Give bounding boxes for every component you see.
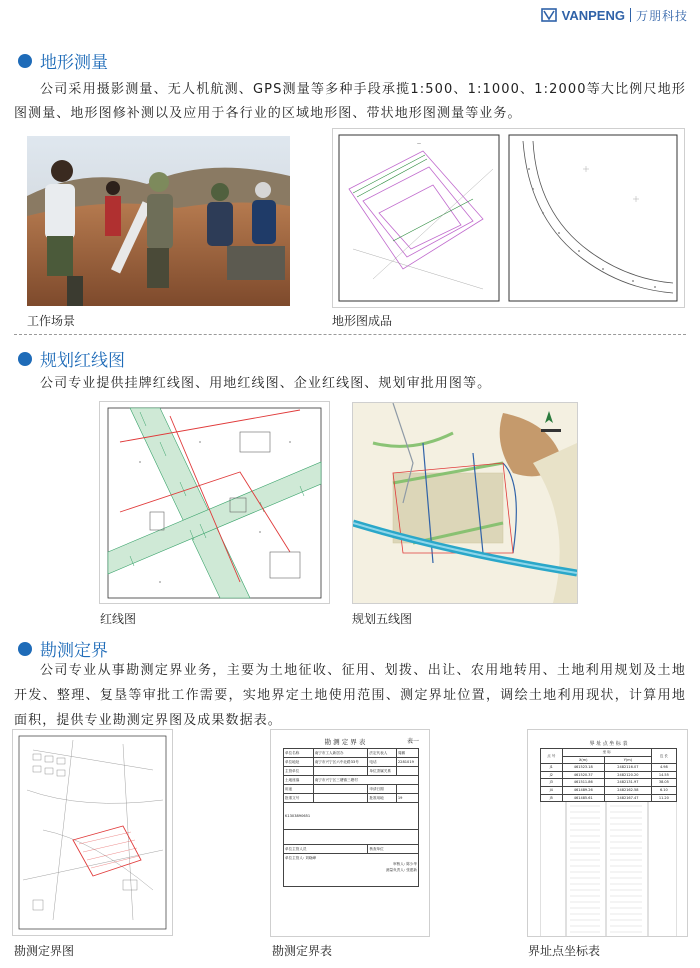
- work-scene-photo: [27, 136, 290, 306]
- caption-coordinate-table: 界址点坐标表: [528, 944, 601, 958]
- section-text-survey: 公司专业从事勘测定界业务，主要为土地征收、征用、划拨、出让、农用地转用、土地利用规划及土地开发、整理、复垦等审批工作需要，实地界定土地使用范围、测定界址位置，调绘土地利用现状，计算用地面积，提供专业勘测定界图及成果数据表。: [14, 663, 686, 728]
- bullet-dot-icon: [18, 352, 32, 366]
- section-text-topo: 公司采用摄影测量、无人机航测、GPS测量等多种手段承揽1:500、1:1000、1:2000等大比例尺地形图测量、地形图修补测以及应用于各行业的区域地形图、带状地形图测量等业务。: [14, 82, 686, 121]
- bullet-dot-icon: [18, 642, 32, 656]
- section-title-redline: 规划红线图: [18, 346, 125, 371]
- topo-map-product: [332, 128, 685, 308]
- survey-table-doc: [270, 729, 430, 937]
- brand-separator: [630, 8, 631, 22]
- bullet-dot-icon: [18, 54, 32, 68]
- survey-table-page-no: 表一: [406, 738, 419, 745]
- caption-planning-map: 规划五线图: [352, 612, 413, 626]
- coord-table-title: 界 址 点 坐 标 表: [589, 741, 628, 747]
- section-title-survey: 勘测定界: [18, 636, 108, 661]
- coordinate-table-doc: [527, 729, 688, 937]
- survey-table-code: K1303890651: [285, 814, 311, 818]
- caption-red-line-map: 红线图: [100, 612, 137, 626]
- vanpeng-logo-icon: [541, 8, 557, 22]
- brand-name-en: VANPENG: [561, 7, 625, 23]
- survey-table-grid: 单位名称 南宁市工人新居办 法定代表人 周鹏 单位地址 南宁市兴宁区六中北路33号 电话 2281019 主管单位 单位隶属关系 土地座落 南宁市兴宁区三塘镇三塘村 用途 申请日期 批准文号 批准用地 19 K1303890651 单位主管人员 核查单位 单位主管人: 刘晓峰 审核人: 陈少华 测量负责人: 张建新: [283, 748, 419, 887]
- survey-boundary-map: [12, 729, 173, 936]
- brand-logo: [541, 4, 688, 26]
- caption-survey-table: 勘测定界表: [272, 944, 333, 958]
- section-divider: [14, 334, 686, 335]
- caption-work-scene: 工作场景: [27, 314, 76, 328]
- caption-topo-map: 地形图成品: [332, 314, 393, 328]
- svg-text:—: —: [417, 141, 421, 146]
- caption-survey-map: 勘测定界图: [14, 944, 75, 958]
- coord-table-grid: 点 号 坐 标 边 长 X(m) Y(m) J1 461523.18 2482116.07 4.98 J2 461520.37 2482120.20 14.55 J3 461511.86 2482131.97 38.05 J4 461489.26 2482162.58 6.10 J5 461485.61 2482167.47 11.20: [540, 748, 677, 802]
- section-text-redline: 公司专业提供挂牌红线图、用地红线图、企业红线图、规划审批用图等。: [40, 376, 492, 391]
- brand-name-cn: 万朋科技: [635, 8, 688, 23]
- red-line-map: [99, 401, 330, 604]
- planning-five-line-map: [352, 402, 578, 604]
- section-title-topo: 地形测量: [18, 48, 108, 73]
- survey-table-title: 勘 测 定 界 表: [324, 738, 366, 746]
